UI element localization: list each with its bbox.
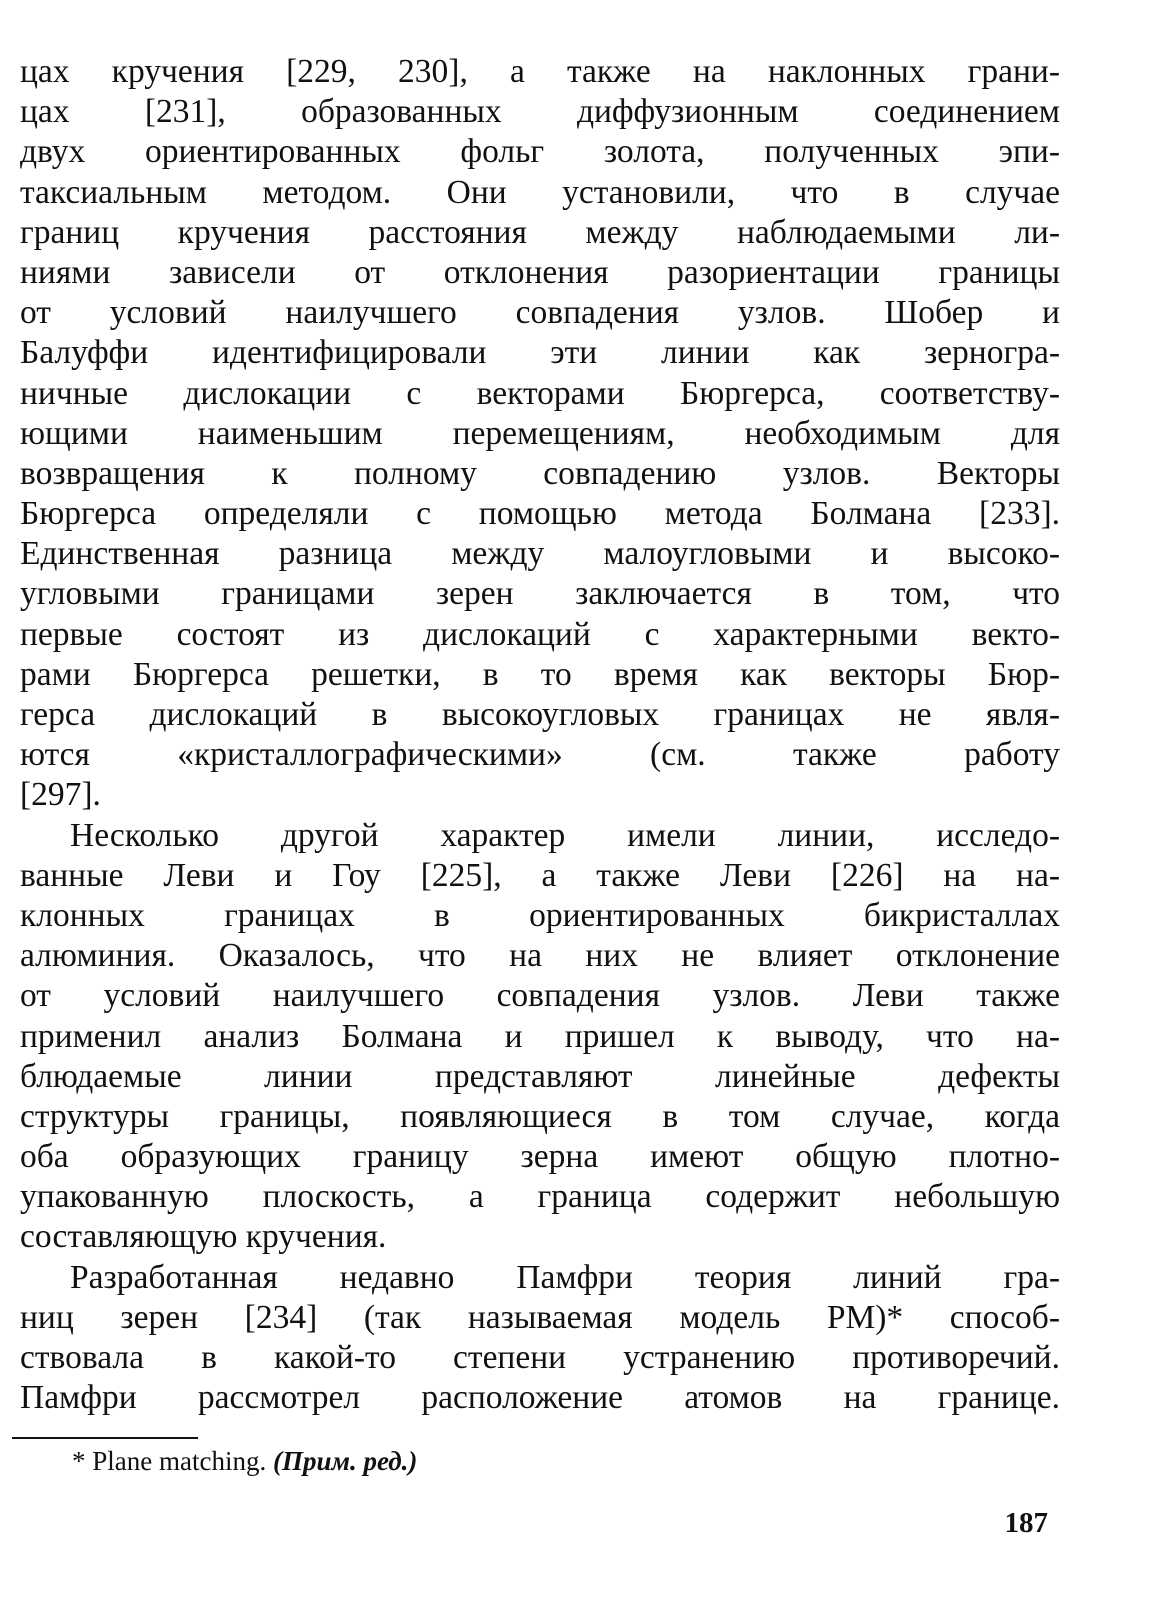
text-line: ются «кристаллографическими» (см. также работу bbox=[20, 736, 1060, 774]
text-line: оба образующих границу зерна имеют общую плотно- bbox=[20, 1138, 1060, 1176]
text-line: ющими наименьшим перемещениям, необходимым для bbox=[20, 414, 1060, 452]
text-line: структуры границы, появляющиеся в том случае, когда bbox=[20, 1097, 1060, 1135]
text-line: блюдаемые линии представляют линейные дефекты bbox=[20, 1057, 1060, 1095]
text-line: от условий наилучшего совпадения узлов. Шобер и bbox=[20, 294, 1060, 332]
text-line: [297]. bbox=[20, 776, 101, 814]
text-line: Балуффи идентифицировали эти линии как зерногра- bbox=[20, 334, 1060, 372]
text-line: Памфри рассмотрел расположение атомов на границе. bbox=[20, 1379, 1060, 1417]
text-line: от условий наилучшего совпадения узлов. Леви также bbox=[20, 977, 1060, 1015]
text-line: Единственная разница между малоугловыми и высоко- bbox=[20, 535, 1060, 573]
text-line: двух ориентированных фольг золота, полученных эпи- bbox=[20, 133, 1060, 171]
text-line: Бюргерса определяли с помощью метода Болмана [233]. bbox=[20, 495, 1060, 533]
footnote-divider bbox=[12, 1437, 198, 1439]
paragraph-start-line: Разработанная недавно Памфри теория линий гра- bbox=[70, 1258, 1060, 1296]
text-line: таксиальным методом. Они установили, что в случае bbox=[20, 173, 1060, 211]
text-line: ствовала в какой-то степени устранению противоречий. bbox=[20, 1339, 1060, 1376]
text-line: ничные дислокации с векторами Бюргерса, соответству- bbox=[20, 374, 1060, 412]
footnote-text: Plane matching. bbox=[92, 1446, 267, 1476]
page-number: 187 bbox=[1004, 1507, 1048, 1539]
footnote bbox=[72, 1444, 417, 1478]
text-line: составляющую кручения. bbox=[20, 1218, 387, 1256]
text-line: применил анализ Болмана и пришел к выводу, что на- bbox=[20, 1017, 1060, 1055]
footnote-marker: * bbox=[72, 1446, 86, 1476]
footnote-editor-note: (Прим. ред.) bbox=[272, 1446, 418, 1476]
text-line: рами Бюргерса решетки, в то время как векторы Бюр- bbox=[20, 655, 1060, 693]
text-line: цах кручения [229, 230], а также на наклонных грани- bbox=[20, 53, 1060, 90]
body-text bbox=[20, 52, 1060, 1418]
text-line: возвращения к полному совпадению узлов. Векторы bbox=[20, 454, 1060, 492]
text-line: первые состоят из дислокаций с характерными векто- bbox=[20, 615, 1060, 653]
text-line: ванные Леви и Гоу [225], а также Леви [226] на на- bbox=[20, 856, 1060, 894]
text-line: упакованную плоскость, а граница содержит небольшую bbox=[20, 1178, 1060, 1216]
text-line: ниц зерен [234] (так называемая модель PM)* способ- bbox=[20, 1298, 1060, 1336]
text-line: угловыми границами зерен заключается в том, что bbox=[20, 575, 1060, 613]
text-line: ниями зависели от отклонения разориентации границы bbox=[20, 253, 1060, 291]
text-line: цах [231], образованных диффузионным соединением bbox=[20, 93, 1060, 131]
text-line: границ кручения расстояния между наблюдаемыми ли- bbox=[20, 213, 1060, 251]
text-line: герса дислокаций в высокоугловых границах не явля- bbox=[20, 696, 1060, 733]
text-line: алюминия. Оказалось, что на них не влияет отклонение bbox=[20, 937, 1060, 975]
paragraph-start-line: Несколько другой характер имели линии, исследо- bbox=[70, 816, 1060, 854]
text-line: клонных границах в ориентированных бикристаллах bbox=[20, 896, 1060, 934]
